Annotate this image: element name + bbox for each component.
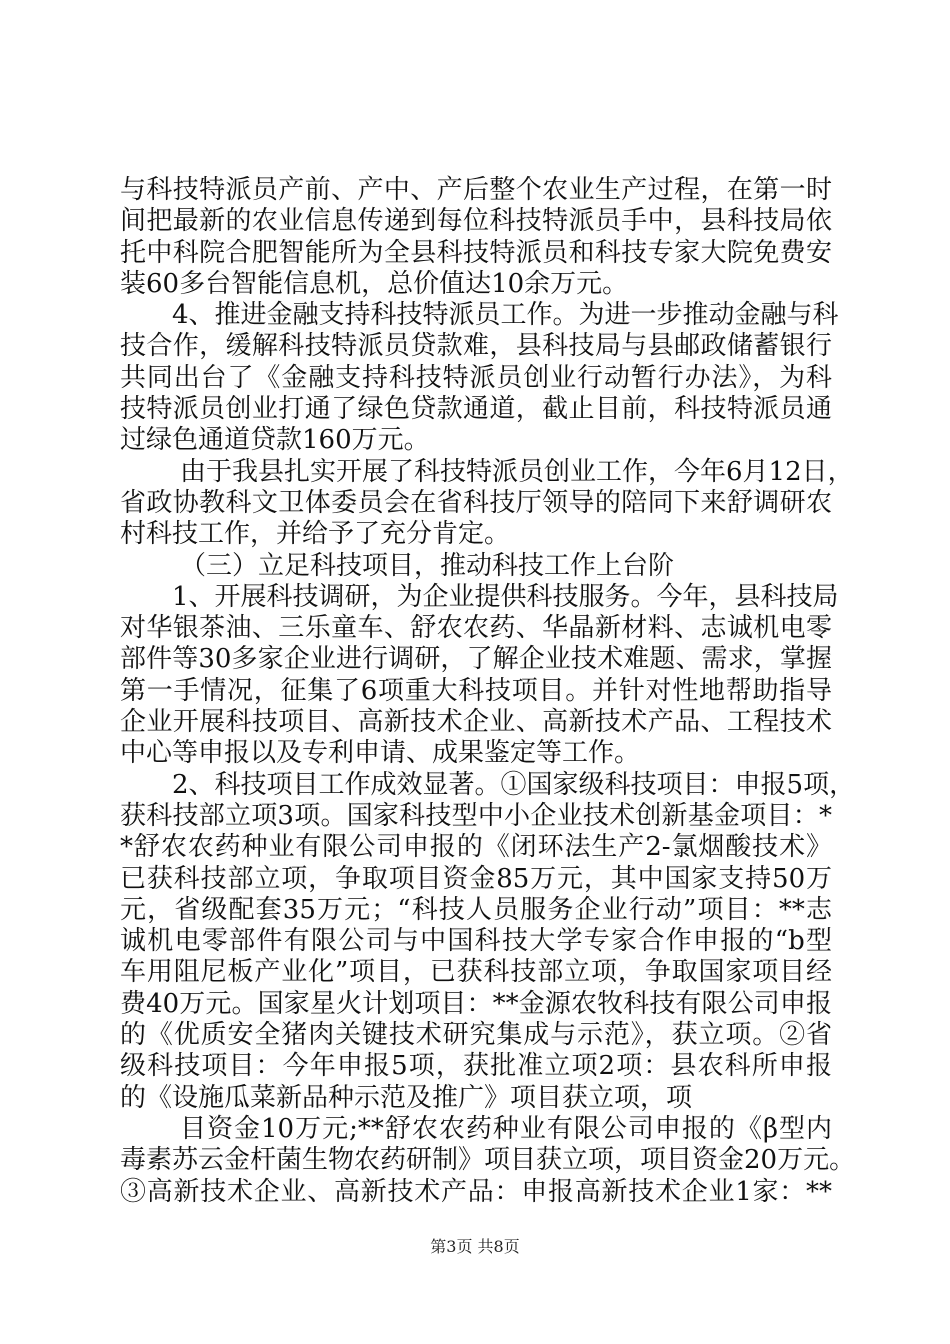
text-line: 共同出台了《金融支持科技特派员创业行动暂行办法》，为科 bbox=[120, 362, 832, 393]
text-line: 与科技特派员产前、产中、产后整个农业生产过程，在第一时 bbox=[120, 175, 832, 205]
text-line: 4、推进金融支持科技特派员工作。为进一步推动金融与科 bbox=[172, 300, 839, 331]
text-line: 获科技部立项3项。国家科技型中小企业技术创新基金项目：* bbox=[120, 800, 832, 831]
text-line: 目资金10万元;**舒农农药种业有限公司申报的《β型内 bbox=[180, 1113, 832, 1144]
page-footer bbox=[0, 1237, 950, 1257]
text-line: 费40万元。国家星火计划项目：**金源农牧科技有限公司申报 bbox=[120, 988, 832, 1019]
text-line: 省政协教科文卫体委员会在省科技厅领导的陪同下来舒调研农 bbox=[120, 487, 832, 518]
text-line: *舒农农药种业有限公司申报的《闭环法生产2-氯烟酸技术》 bbox=[120, 832, 832, 863]
text-line: 的《设施瓜菜新品种示范及推广》项目获立项，项 bbox=[120, 1082, 693, 1113]
text-line: 技合作，缓解科技特派员贷款难，县科技局与县邮政储蓄银行 bbox=[120, 331, 832, 362]
text-line: 部件等30多家企业进行调研，了解企业技术难题、需求，掌握 bbox=[120, 644, 832, 675]
text-line: ③高新技术企业、高新技术产品：申报高新技术企业1家：** bbox=[120, 1176, 832, 1207]
text-line: 过绿色通道贷款160万元。 bbox=[120, 425, 430, 456]
text-line: 元，省级配套35万元；“科技人员服务企业行动”项目：**志 bbox=[120, 894, 832, 925]
text-line: 级科技项目：今年申报5项，获批准立项2项：县农科所申报 bbox=[120, 1051, 832, 1082]
text-line: 中心等申报以及专利申请、成果鉴定等工作。 bbox=[120, 738, 641, 769]
text-line: 托中科院合肥智能所为全县科技特派员和科技专家大院免费安 bbox=[120, 237, 832, 268]
text-line: 第一手情况，征集了6项重大科技项目。并针对性地帮助指导 bbox=[120, 675, 832, 706]
text-line: 1、开展科技调研，为企业提供科技服务。今年，县科技局 bbox=[172, 581, 839, 612]
text-line: 毒素苏云金杆菌生物农药研制》项目获立项，项目资金20万元。 bbox=[120, 1145, 856, 1176]
text-line: 村科技工作，并给予了充分肯定。 bbox=[120, 519, 511, 550]
text-line: 的《优质安全猪肉关键技术研究集成与示范》，获立项。②省 bbox=[120, 1020, 832, 1051]
section-heading: （三）立足科技项目，推动科技工作上台阶 bbox=[180, 550, 675, 581]
text-line: 企业开展科技项目、高新技术企业、高新技术产品、工程技术 bbox=[120, 707, 832, 738]
text-line: 由于我县扎实开展了科技特派员创业工作，今年6月12日， bbox=[180, 456, 854, 487]
text-line: 间把最新的农业信息传递到每位科技特派员手中，县科技局依 bbox=[120, 206, 832, 237]
text-line: 诚机电零部件有限公司与中国科技大学专家合作申报的“b型 bbox=[120, 926, 832, 957]
text-line: 车用阻尼板产业化”项目，已获科技部立项，争取国家项目经 bbox=[120, 957, 832, 988]
text-line: 对华银茶油、三乐童车、舒农农药、华晶新材料、志诚机电零 bbox=[120, 613, 832, 644]
text-line: 技特派员创业打通了绿色贷款通道，截止目前，科技特派员通 bbox=[120, 394, 832, 425]
text-line: 已获科技部立项，争取项目资金85万元，其中国家支持50万 bbox=[120, 863, 832, 894]
document-body bbox=[120, 175, 856, 1208]
page-number-label: 第3页 共8页 bbox=[430, 1237, 520, 1256]
text-line: 2、科技项目工作成效显著。①国家级科技项目：申报5项， bbox=[172, 769, 856, 800]
text-line: 装60多台智能信息机，总价值达10余万元。 bbox=[120, 268, 629, 299]
